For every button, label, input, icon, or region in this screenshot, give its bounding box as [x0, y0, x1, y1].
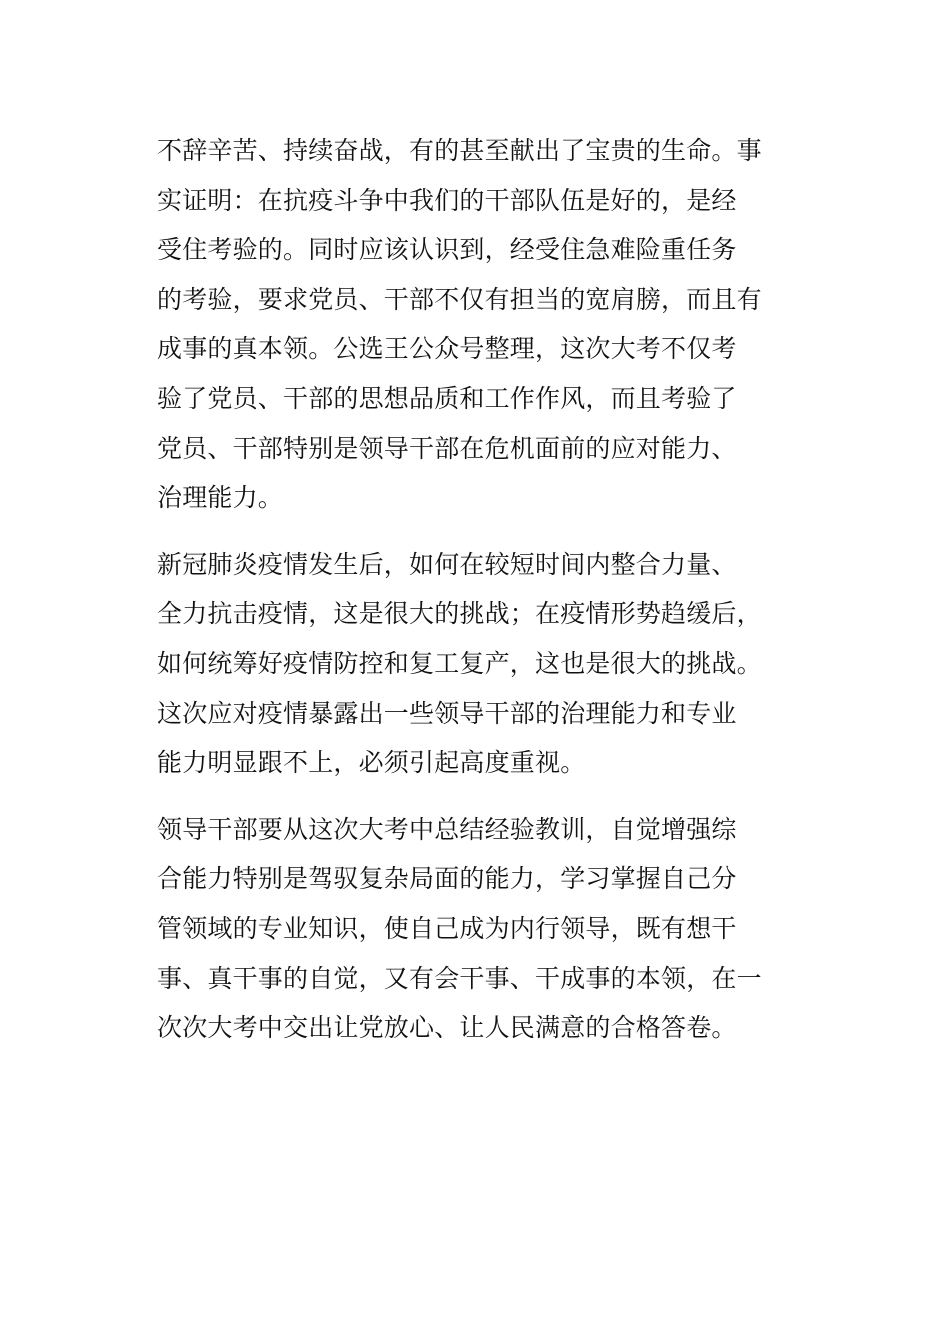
text-line: 党员、干部特别是领导干部在危机面前的应对能力、	[157, 433, 737, 463]
text-line: 全力抗击疫情，这是很大的挑战；在疫情形势趋缓后，	[157, 599, 762, 629]
text-line: 新冠肺炎疫情发生后，如何在较短时间内整合力量、	[157, 549, 737, 579]
text-line: 的考验，要求党员、干部不仅有担当的宽肩膀，而且有	[157, 284, 762, 314]
paragraph-1	[157, 126, 805, 523]
text-line: 验了党员、干部的思想品质和工作作风，而且考验了	[157, 383, 737, 413]
document-body	[157, 126, 805, 1053]
text-line: 受住考验的。同时应该认识到，经受住急难险重任务	[157, 235, 737, 265]
text-line: 次次大考中交出让党放心、让人民满意的合格答卷。	[157, 1013, 737, 1043]
text-line: 领导干部要从这次大考中总结经验教训，自觉增强综	[157, 814, 737, 844]
paragraph-3	[157, 805, 805, 1053]
text-line: 这次应对疫情暴露出一些领导干部的治理能力和专业	[157, 698, 737, 728]
paragraph-2	[157, 540, 805, 788]
text-line: 成事的真本领。公选王公众号整理，这次大考不仅考	[157, 334, 737, 364]
text-line: 如何统筹好疫情防控和复工复产，这也是很大的挑战。	[157, 648, 762, 678]
text-line: 合能力特别是驾驭复杂局面的能力，学习掌握自己分	[157, 864, 737, 894]
text-line: 不辞辛苦、持续奋战，有的甚至献出了宝贵的生命。事	[157, 136, 762, 165]
text-line: 实证明：在抗疫斗争中我们的干部队伍是好的，是经	[157, 185, 737, 215]
text-line: 治理能力。	[157, 483, 284, 513]
text-line: 事、真干事的自觉，又有会干事、干成事的本领，在一	[157, 963, 762, 993]
text-line: 管领域的专业知识，使自己成为内行领导，既有想干	[157, 913, 737, 943]
text-line: 能力明显跟不上，必须引起高度重视。	[157, 748, 586, 778]
